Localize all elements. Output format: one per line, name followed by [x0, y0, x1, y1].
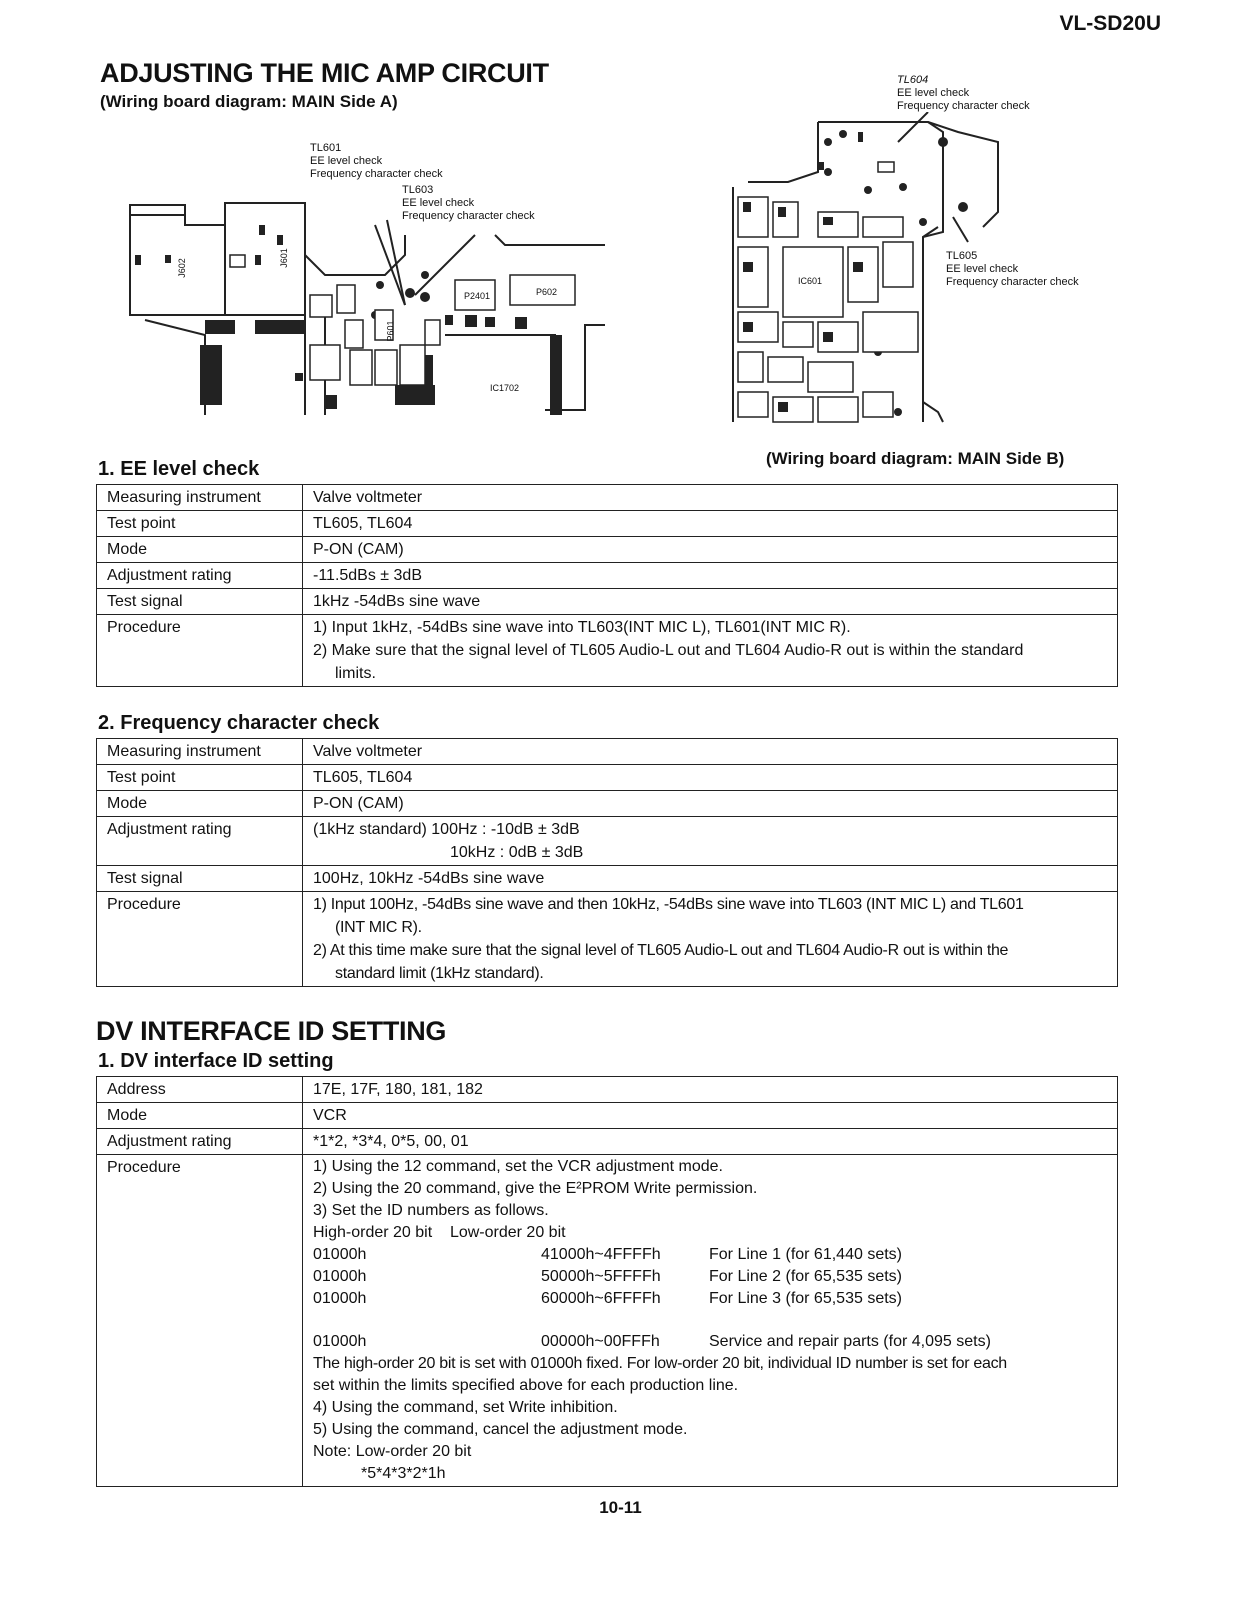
label-j602: J602 — [176, 258, 187, 278]
side-a-subtitle: (Wiring board diagram: MAIN Side A) — [100, 92, 398, 111]
table-row: Adjustment rating -11.5dBs ± 3dB — [97, 563, 1118, 589]
label-j601: J601 — [278, 248, 289, 268]
freq-check-heading: 2. Frequency character check — [98, 712, 380, 734]
dv-procedure: 1) Using the 12 command, set the VCR adjustment mode. 2) Using the 20 command, give the E²PROM Write permission. 3) Set the ID numbers as follows. High-order 20 bit Low-order 20 bit 01000h 41000h~4FFFFh For Line 1 (for 61,440 sets) 01000h 50000h~5FFFFh For Line 2 (for 65,535 sets) 01000h 60000h~6FFFFh For Line 3 (for 65,535 sets) 01000h 00000h~00FFFh Service and repair parts (for 4,095 sets) The high-order 20 bit is set with 01000h fixed. For low-order 20 bit, individual ID number is set for each set within the limits specified above for each production line. 4) Using the command, set Write inhibition. 5) Using the command, cancel the adjustment mode. Note: Low-order 20 bit *5*4*3*2*1h — [303, 1155, 1118, 1487]
freq-rating: (1kHz standard) 100Hz : -10dB ± 3dB 10kHz : 0dB ± 3dB — [303, 817, 1118, 866]
callout-tl605: TL605 EE level check Frequency character check — [946, 250, 1079, 288]
table-row: Address 17E, 17F, 180, 181, 182 — [97, 1077, 1118, 1103]
dv-id-heading: 1. DV interface ID setting — [98, 1050, 334, 1072]
table-row: Adjustment rating *1*2, *3*4, 0*5, 00, 01 — [97, 1129, 1118, 1155]
label-ic601: IC601 — [798, 276, 823, 286]
ee-check-heading: 1. EE level check — [98, 458, 260, 480]
label-p601: P601 — [385, 320, 396, 342]
freq-procedure: 1) Input 100Hz, -54dBs sine wave and then 10kHz, -54dBs sine wave into TL603 (INT MIC L) and TL601 (INT MIC R). 2) At this time make sure that the signal level of TL605 Audio-L out and TL604 Audio-R out is within the standard limit (1kHz standard). — [303, 892, 1118, 987]
table-row: Mode P-ON (CAM) — [97, 791, 1118, 817]
page-number: 10-11 — [599, 1498, 642, 1517]
table-row: Mode P-ON (CAM) — [97, 537, 1118, 563]
model-number: VL-SD20U — [1059, 12, 1161, 35]
board-outline-side-a — [125, 195, 615, 420]
label-ic1702: IC1702 — [490, 383, 520, 393]
table-row: Test signal 100Hz, 10kHz -54dBs sine wave — [97, 866, 1118, 892]
table-row: Mode VCR — [97, 1103, 1118, 1129]
ee-procedure: 1) Input 1kHz, -54dBs sine wave into TL603(INT MIC L), TL601(INT MIC R). 2) Make sure that the signal level of TL605 Audio-L out and TL604 Audio-R out is within the standard limits. — [303, 615, 1118, 687]
section-title-dv-interface: DV INTERFACE ID SETTING — [96, 1016, 447, 1046]
id-range-table: 01000h 41000h~4FFFFh For Line 1 (for 61,440 sets) 01000h 50000h~5FFFFh For Line 2 (for 65,535 sets) 01000h 60000h~6FFFFh For Line 3 (for 65,535 sets) — [313, 1246, 902, 1307]
table-row: Procedure 1) Using the 12 command, set the VCR adjustment mode. 2) Using the 20 command, give the E²PROM Write permission. 3) Set the ID numbers as follows. High-order 20 bit Low-order 20 bit 01000h 41000h~4FFFFh For Line 1 (for 61,440 sets) 01000h 50000h~5FFFFh For Line 2 (for 65,535 sets) 01000h 60000h~6FFFFh For Line 3 (for 65,535 sets) 01000h 00000h~00FFFh Service and repair parts (for 4,095 sets) The high-order 20 bit is set with 01000h fixed. For low-order 20 bit, individual ID number is set for each set within the limits specified above for each production line. 4) Using the command, set Write inhibition. 5) Using the command, cancel the adjustment mode. Note: Low-order 20 bit *5*4*3*2*1h — [97, 1155, 1118, 1487]
table-row: Test point TL605, TL604 — [97, 765, 1118, 791]
freq-check-table — [96, 738, 1118, 987]
callout-tl601: TL601 EE level check Frequency character check — [310, 142, 443, 180]
table-row: Measuring instrument Valve voltmeter — [97, 485, 1118, 511]
table-row: Test signal 1kHz -54dBs sine wave — [97, 589, 1118, 615]
label-p602: P602 — [536, 287, 558, 297]
table-row: Procedure 1) Input 100Hz, -54dBs sine wave and then 10kHz, -54dBs sine wave into TL603 (INT MIC L) and TL601 (INT MIC R). 2) At this time make sure that the signal level of TL605 Audio-L out and TL604 Audio-R out is within the standard limit (1kHz standard). — [97, 892, 1118, 987]
table-row: Measuring instrument Valve voltmeter — [97, 739, 1118, 765]
dv-id-table — [96, 1076, 1118, 1487]
callout-tl603: TL603 EE level check Frequency character check — [402, 184, 535, 222]
table-row: Procedure 1) Input 1kHz, -54dBs sine wave into TL603(INT MIC L), TL601(INT MIC R). 2) Make sure that the signal level of TL605 Audio-L out and TL604 Audio-R out is within the standard limits. — [97, 615, 1118, 687]
side-b-caption: (Wiring board diagram: MAIN Side B) — [766, 449, 1065, 468]
label-p2401: P2401 — [464, 291, 491, 301]
section-title-mic-amp: ADJUSTING THE MIC AMP CIRCUIT — [100, 58, 549, 88]
table-row: Test point TL605, TL604 — [97, 511, 1118, 537]
ee-check-table — [96, 484, 1118, 687]
callout-tl604: TL604 EE level check Frequency character check — [897, 74, 1030, 112]
id-service-row: 01000h 00000h~00FFFh Service and repair parts (for 4,095 sets) — [313, 1333, 991, 1350]
table-row: Adjustment rating (1kHz standard) 100Hz : -10dB ± 3dB 10kHz : 0dB ± 3dB — [97, 817, 1118, 866]
